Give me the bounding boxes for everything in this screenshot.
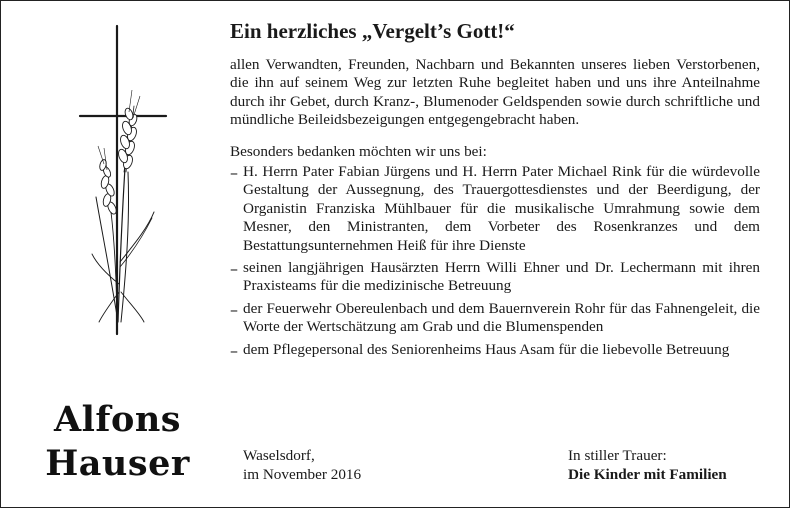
list-item (230, 259, 760, 296)
list-item (230, 341, 760, 359)
thanks-heading: Ein herzliches „Vergelt’s Gott!“ (230, 19, 515, 43)
cross-with-wheat-icon (74, 22, 174, 342)
place-date (243, 446, 361, 484)
list-item-text: seinen langjährigen Hausärzten Herrn Willi Ehner und Dr. Lechermann mit ihren Praxisteams für die medizinische Betreuung (243, 259, 760, 295)
thanks-list (230, 163, 760, 359)
deceased-last-name: Hauser (45, 443, 190, 484)
bullet-dash: – (230, 163, 238, 183)
notice-content (230, 18, 760, 363)
bullet-dash: – (230, 299, 238, 319)
list-item (230, 300, 760, 337)
thanks-lead: Besonders bedanken möchten wir uns bei: (230, 142, 487, 160)
deceased-first-name: Alfons (53, 399, 181, 440)
list-item-text: H. Herrn Pater Fabian Jürgens und H. Herrn Pater Michael Rink für die würdevolle Gestaltung der Aussegnung, des Trauergottesdienstes und der Beerdigung, der Organistin Franziska Mühlbauer für die musikalische Umrahmung sowie dem Mesner, den Ministranten, dem Vorbeter des Rosenkranzes und dem Bestattungsunternehmen Heiß für ihre Dienste (243, 163, 760, 254)
bullet-dash: – (230, 340, 238, 360)
intro-paragraph: allen Verwandten, Freunden, Nachbarn und Bekannten unseres lieben Verstorbenen, die ihn auf seinem Weg zur letzten Ruhe begleitet haben und uns ihre Anteilnahme durch ihr Gebet, durch Kranz-, Blumenoder Geldspenden sowie durch schriftliche und mündliche Beileidsbezeigungen entgegengebracht haben. (230, 56, 760, 129)
mourners: Die Kinder mit Familien (568, 466, 727, 483)
place: Waselsdorf, (243, 447, 315, 464)
mourning-label: In stiller Trauer: (568, 447, 667, 464)
list-item-text: der Feuerwehr Obereulenbach und dem Bauernverein Rohr für das Fahnengeleit, die Worte der Wertschätzung am Grab und die Blumenspenden (243, 299, 760, 336)
list-item (230, 163, 760, 255)
date: im November 2016 (243, 466, 362, 483)
signature (568, 446, 727, 484)
deceased-name (30, 398, 205, 486)
list-item-text: dem Pflegepersonal des Seniorenheims Haus Asam für die liebevolle Betreuung (243, 340, 730, 358)
bullet-dash: – (230, 259, 238, 279)
